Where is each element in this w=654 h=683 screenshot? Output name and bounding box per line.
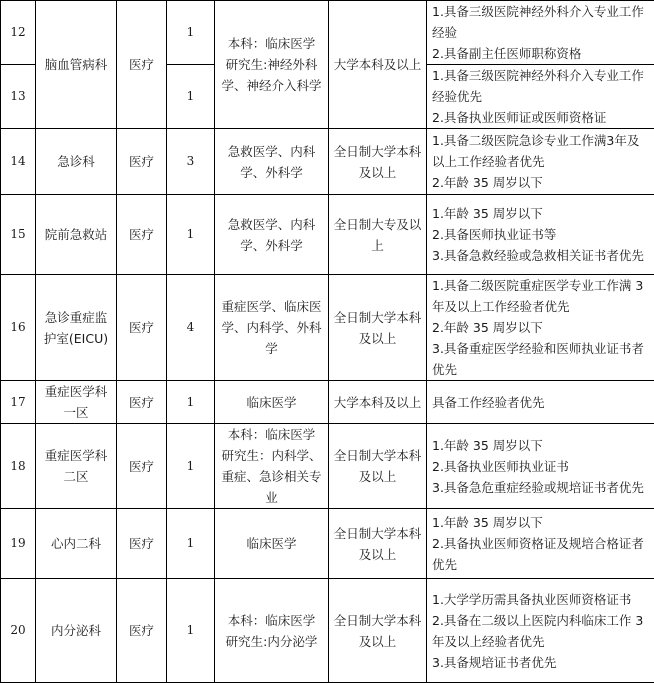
row-number: 18 [1,424,36,509]
major-cell [215,509,329,579]
headcount-cell: 1 [167,1,215,65]
row-number: 12 [1,1,36,65]
major-cell [215,1,329,129]
headcount-cell: 1 [167,424,215,509]
position-type-cell: 医疗 [117,275,167,381]
requirement-line: 2.年龄 35 周岁以下 [432,317,650,338]
requirements-cell [427,1,654,65]
education-cell: 全日制大学本科及以上 [329,579,427,683]
position-type-cell: 医疗 [117,509,167,579]
position-type-cell: 医疗 [117,1,167,129]
requirements-cell [427,129,654,195]
education-cell: 全日制大学本科及以上 [329,129,427,195]
major-cell [215,381,329,424]
position-type-cell: 医疗 [117,579,167,683]
department-cell: 重症医学科二区 [36,424,117,509]
major-line: 本科：临床医学 [218,33,325,54]
position-type-cell: 医疗 [117,381,167,424]
requirement-line: 3.具备急危重症经验或规培证书者优先 [432,477,650,498]
row-number: 14 [1,129,36,195]
headcount-cell: 4 [167,275,215,381]
requirement-line: 2.具备副主任医师职称资格 [432,43,650,64]
education-cell: 大学本科及以上 [329,381,427,424]
table-row [1,129,654,195]
requirements-cell [427,381,654,424]
requirement-line: 1.具备二级医院重症医学专业工作满 3 年及以上工作经验者优先 [432,275,650,317]
requirement-line: 3.具备重症医学经验和医师执业证书者优先 [432,338,650,380]
requirements-cell [427,579,654,683]
row-number: 15 [1,195,36,275]
headcount-cell: 1 [167,509,215,579]
department-cell: 院前急救站 [36,195,117,275]
major-cell [215,275,329,381]
requirement-line: 2.具备执业医师资格证及规培合格证者优先 [432,533,650,575]
requirement-line: 1.具备三级医院神经外科介入专业工作经验优先 [432,65,650,107]
row-number: 13 [1,65,36,129]
department-cell: 内分泌科 [36,579,117,683]
major-line: 急救医学、内科学、外科学 [218,141,325,183]
table-row [1,275,654,381]
headcount-cell: 1 [167,579,215,683]
requirement-line: 1.大学学历需具备执业医师资格证书 [432,589,650,610]
requirement-line: 2.具备医师执业证书等 [432,224,650,245]
requirement-line: 具备工作经验者优先 [432,392,650,413]
position-type-cell: 医疗 [117,195,167,275]
requirements-cell [427,195,654,275]
requirement-line: 1.年龄 35 周岁以下 [432,203,650,224]
major-line: 研究生:内分泌学 [218,631,325,652]
major-line: 临床医学 [218,392,325,413]
major-line: 本科：临床医学 [218,424,325,445]
major-line: 研究生：内科学、重症、急诊相关专业 [218,445,325,508]
department-cell: 脑血管病科 [36,1,117,129]
table-row [1,195,654,275]
requirement-line: 2.具备执业医师执业证书 [432,456,650,477]
major-cell [215,424,329,509]
position-type-cell: 医疗 [117,424,167,509]
requirement-line: 2.年龄 35 周岁以下 [432,172,650,193]
department-cell: 心内二科 [36,509,117,579]
table-row [1,424,654,509]
requirement-line: 3.具备规培证书者优先 [432,652,650,673]
major-line: 急救医学、内科学、外科学 [218,214,325,256]
education-cell: 全日制大学本科及以上 [329,509,427,579]
requirement-line: 1.年龄 35 周岁以下 [432,512,650,533]
row-number: 17 [1,381,36,424]
education-cell: 全日制大学本科及以上 [329,275,427,381]
major-cell [215,579,329,683]
requirement-line: 3.具备急救经验或急救相关证书者优先 [432,245,650,266]
position-type-cell: 医疗 [117,129,167,195]
requirements-cell [427,509,654,579]
requirements-cell [427,424,654,509]
requirement-line: 1.具备三级医院神经外科介入专业工作经验 [432,1,650,43]
major-line: 临床医学 [218,533,325,554]
table-row [1,509,654,579]
department-cell: 重症医学科一区 [36,381,117,424]
table-row [1,1,654,65]
requirement-line: 1.年龄 35 周岁以下 [432,435,650,456]
table-row [1,381,654,424]
headcount-cell: 1 [167,65,215,129]
row-number: 16 [1,275,36,381]
major-line: 研究生:神经外科学、神经介入科学 [218,54,325,96]
headcount-cell: 3 [167,129,215,195]
department-cell: 急诊重症监护室(EICU) [36,275,117,381]
requirements-cell [427,65,654,129]
requirements-cell [427,275,654,381]
requirement-line: 2.具备在二级以上医院内科临床工作 3 年及以上经验者优先 [432,610,650,652]
requirement-line: 1.具备二级医院急诊专业工作满3年及以上工作经验者优先 [432,130,650,172]
major-cell [215,129,329,195]
row-number: 19 [1,509,36,579]
major-cell [215,195,329,275]
major-line: 本科：临床医学 [218,610,325,631]
headcount-cell: 1 [167,381,215,424]
department-cell: 急诊科 [36,129,117,195]
requirement-line: 2.具备执业医师证或医师资格证 [432,107,650,128]
table-row [1,579,654,683]
major-line: 重症医学、临床医学、内科学、外科学 [218,296,325,359]
education-cell: 全日制大专及以上 [329,195,427,275]
education-cell: 全日制大学本科及以上 [329,424,427,509]
headcount-cell: 1 [167,195,215,275]
row-number: 20 [1,579,36,683]
education-cell: 大学本科及以上 [329,1,427,129]
